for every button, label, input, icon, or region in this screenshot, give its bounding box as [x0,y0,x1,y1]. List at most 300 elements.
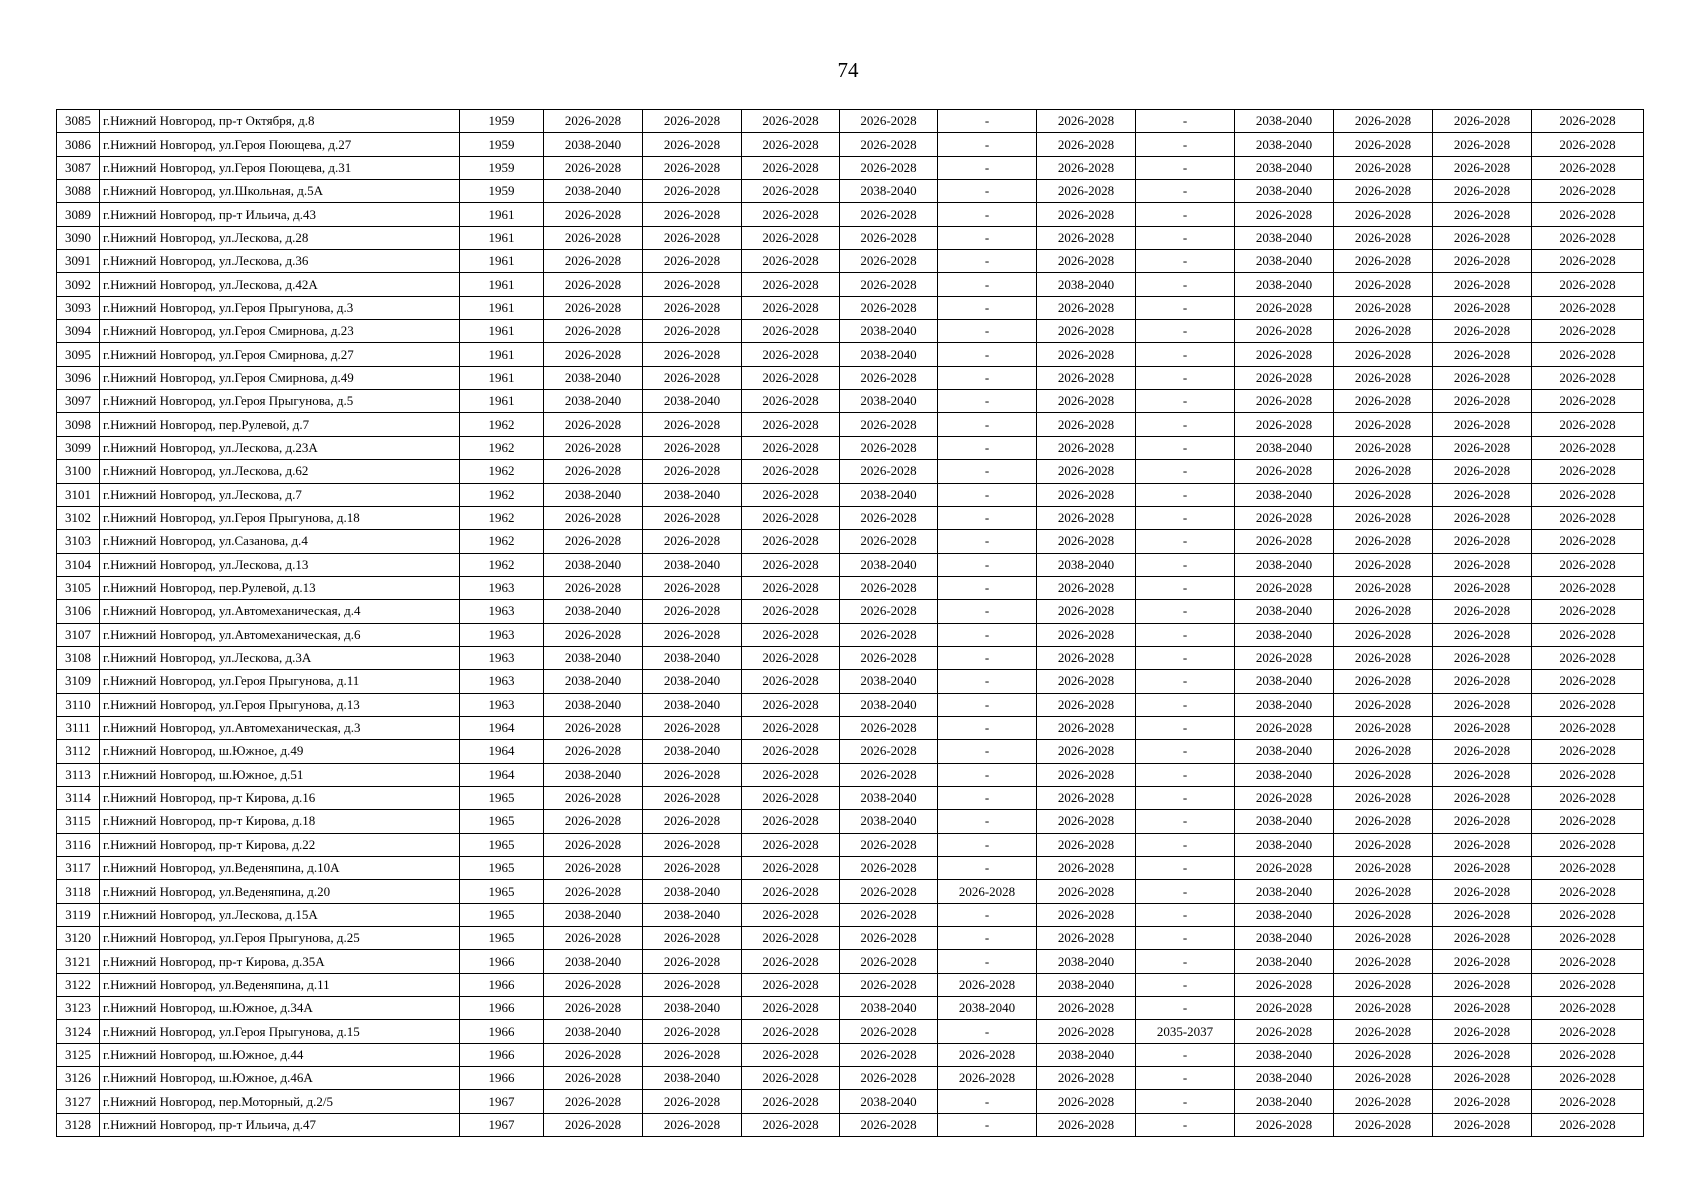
period-cell: 2026-2028 [1037,740,1136,763]
row-number-cell: 3096 [57,366,100,389]
period-cell: 2026-2028 [742,110,840,133]
row-number-cell: 3091 [57,250,100,273]
period-cell: - [938,296,1037,319]
period-cell: 2035-2037 [1136,1020,1235,1043]
row-number-cell: 3098 [57,413,100,436]
period-cell: 2026-2028 [742,1020,840,1043]
period-cell: 2026-2028 [544,810,643,833]
period-cell: 2026-2028 [1532,903,1644,926]
period-cell: 2026-2028 [938,973,1037,996]
period-cell: 2026-2028 [742,366,840,389]
year-cell: 1962 [460,483,544,506]
period-cell: 2026-2028 [643,973,742,996]
period-cell: 2026-2028 [544,413,643,436]
period-cell: 2026-2028 [1334,810,1433,833]
period-cell: 2026-2028 [742,1090,840,1113]
row-number-cell: 3105 [57,576,100,599]
year-cell: 1961 [460,343,544,366]
period-cell: 2026-2028 [1532,973,1644,996]
period-cell: 2026-2028 [643,810,742,833]
row-number-cell: 3121 [57,950,100,973]
period-cell: 2026-2028 [1037,390,1136,413]
address-cell: г.Нижний Новгород, ш.Южное, д.49 [100,740,460,763]
period-cell: 2026-2028 [544,156,643,179]
year-cell: 1962 [460,506,544,529]
period-cell: - [1136,1113,1235,1136]
period-cell: 2026-2028 [1334,366,1433,389]
period-cell: 2026-2028 [1433,763,1532,786]
period-cell: 2038-2040 [1235,623,1334,646]
period-cell: 2026-2028 [840,250,938,273]
address-cell: г.Нижний Новгород, ул.Лескова, д.13 [100,553,460,576]
period-cell: 2026-2028 [742,250,840,273]
year-cell: 1963 [460,576,544,599]
period-cell: 2026-2028 [544,833,643,856]
period-cell: 2026-2028 [1037,576,1136,599]
table-row [57,740,1644,763]
year-cell: 1965 [460,810,544,833]
table-row [57,413,1644,436]
period-cell: 2038-2040 [1235,1090,1334,1113]
period-cell: 2026-2028 [1532,623,1644,646]
period-cell: - [1136,740,1235,763]
period-cell: 2026-2028 [742,1067,840,1090]
period-cell: 2026-2028 [1334,320,1433,343]
period-cell: 2038-2040 [544,646,643,669]
period-cell: 2026-2028 [1235,997,1334,1020]
period-cell: 2026-2028 [1037,180,1136,203]
period-cell: 2026-2028 [1433,273,1532,296]
period-cell: - [1136,343,1235,366]
period-cell: 2026-2028 [742,857,840,880]
row-number-cell: 3086 [57,133,100,156]
period-cell: 2026-2028 [643,366,742,389]
period-cell: 2038-2040 [1235,133,1334,156]
period-cell: 2026-2028 [1532,296,1644,319]
period-cell: - [938,903,1037,926]
period-cell: 2026-2028 [742,413,840,436]
period-cell: 2026-2028 [1037,716,1136,739]
table-row [57,553,1644,576]
period-cell: 2026-2028 [1532,670,1644,693]
period-cell: - [938,600,1037,623]
period-cell: 2026-2028 [1235,343,1334,366]
address-cell: г.Нижний Новгород, ул.Героя Поющева, д.27 [100,133,460,156]
period-cell: 2026-2028 [544,1090,643,1113]
row-number-cell: 3100 [57,460,100,483]
period-cell: 2026-2028 [840,366,938,389]
period-cell: 2026-2028 [643,320,742,343]
row-number-cell: 3111 [57,716,100,739]
period-cell: - [1136,296,1235,319]
period-cell: 2026-2028 [840,716,938,739]
period-cell: 2026-2028 [742,600,840,623]
row-number-cell: 3090 [57,226,100,249]
period-cell: - [1136,156,1235,179]
period-cell: 2026-2028 [1334,903,1433,926]
period-cell: 2026-2028 [1037,927,1136,950]
period-cell: 2026-2028 [742,203,840,226]
period-cell: 2026-2028 [1532,110,1644,133]
period-cell: 2026-2028 [643,250,742,273]
period-cell: - [1136,833,1235,856]
period-cell: - [1136,997,1235,1020]
address-cell: г.Нижний Новгород, ул.Лескова, д.3А [100,646,460,669]
address-cell: г.Нижний Новгород, ул.Лескова, д.28 [100,226,460,249]
period-cell: 2026-2028 [1334,576,1433,599]
period-cell: - [1136,693,1235,716]
period-cell: 2026-2028 [1433,320,1532,343]
period-cell: - [1136,226,1235,249]
period-cell: 2026-2028 [544,576,643,599]
row-number-cell: 3093 [57,296,100,319]
period-cell: 2026-2028 [1532,436,1644,459]
period-cell: - [1136,670,1235,693]
period-cell: 2026-2028 [742,950,840,973]
period-cell: 2038-2040 [544,180,643,203]
period-cell: 2038-2040 [1235,156,1334,179]
period-cell: - [938,180,1037,203]
address-cell: г.Нижний Новгород, пр-т Ильича, д.43 [100,203,460,226]
table-row [57,763,1644,786]
row-number-cell: 3106 [57,600,100,623]
table-row [57,623,1644,646]
period-cell: 2026-2028 [544,296,643,319]
period-cell: 2026-2028 [1433,1113,1532,1136]
period-cell: 2026-2028 [742,180,840,203]
period-cell: 2026-2028 [544,973,643,996]
period-cell: - [938,576,1037,599]
address-cell: г.Нижний Новгород, ул.Героя Прыгунова, д.25 [100,927,460,950]
period-cell: - [1136,320,1235,343]
period-cell: 2026-2028 [643,110,742,133]
period-cell: 2026-2028 [643,600,742,623]
period-cell: 2026-2028 [840,740,938,763]
period-cell: 2026-2028 [1334,296,1433,319]
period-cell: 2026-2028 [544,1113,643,1136]
period-cell: 2026-2028 [742,506,840,529]
period-cell: - [938,483,1037,506]
year-cell: 1966 [460,973,544,996]
period-cell: - [938,1090,1037,1113]
row-number-cell: 3112 [57,740,100,763]
period-cell: - [1136,460,1235,483]
period-cell: 2026-2028 [544,226,643,249]
period-cell: - [1136,436,1235,459]
period-cell: - [938,670,1037,693]
address-cell: г.Нижний Новгород, ул.Героя Прыгунова, д.11 [100,670,460,693]
period-cell: 2026-2028 [1334,436,1433,459]
period-cell: 2026-2028 [1037,506,1136,529]
period-cell: 2038-2040 [1235,250,1334,273]
period-cell: 2026-2028 [840,1043,938,1066]
period-cell: 2026-2028 [1037,320,1136,343]
period-cell: - [1136,810,1235,833]
year-cell: 1963 [460,670,544,693]
address-cell: г.Нижний Новгород, пер.Рулевой, д.7 [100,413,460,436]
period-cell: 2026-2028 [1235,296,1334,319]
table-row [57,810,1644,833]
year-cell: 1961 [460,273,544,296]
year-cell: 1966 [460,1043,544,1066]
year-cell: 1967 [460,1090,544,1113]
period-cell: 2026-2028 [643,623,742,646]
period-cell: 2026-2028 [544,1067,643,1090]
table-row [57,927,1644,950]
period-cell: 2026-2028 [1334,506,1433,529]
period-cell: 2026-2028 [1532,740,1644,763]
year-cell: 1966 [460,950,544,973]
period-cell: - [938,950,1037,973]
row-number-cell: 3122 [57,973,100,996]
period-cell: - [938,553,1037,576]
period-cell: 2026-2028 [1433,366,1532,389]
period-cell: - [938,133,1037,156]
period-cell: 2026-2028 [1334,203,1433,226]
row-number-cell: 3087 [57,156,100,179]
period-cell: 2038-2040 [1235,553,1334,576]
period-cell: 2026-2028 [1532,506,1644,529]
period-cell: - [1136,600,1235,623]
period-cell: 2026-2028 [1334,413,1433,436]
row-number-cell: 3110 [57,693,100,716]
period-cell: 2026-2028 [1037,156,1136,179]
period-cell: 2026-2028 [742,693,840,716]
period-cell: 2026-2028 [1334,250,1433,273]
period-cell: 2026-2028 [544,460,643,483]
period-cell: 2038-2040 [544,133,643,156]
year-cell: 1961 [460,366,544,389]
period-cell: 2026-2028 [1433,133,1532,156]
period-cell: 2026-2028 [1037,203,1136,226]
period-cell: 2038-2040 [938,997,1037,1020]
period-cell: 2026-2028 [1532,997,1644,1020]
period-cell: 2026-2028 [742,740,840,763]
period-cell: 2038-2040 [840,810,938,833]
address-cell: г.Нижний Новгород, ул.Автомеханическая, д.6 [100,623,460,646]
period-cell: 2026-2028 [1334,133,1433,156]
period-cell: 2038-2040 [1235,810,1334,833]
period-cell: 2026-2028 [1235,413,1334,436]
year-cell: 1965 [460,880,544,903]
period-cell: 2026-2028 [1532,1113,1644,1136]
period-cell: 2038-2040 [840,670,938,693]
period-cell: 2038-2040 [1235,1043,1334,1066]
period-cell: 2026-2028 [1334,880,1433,903]
row-number-cell: 3104 [57,553,100,576]
period-cell: 2026-2028 [643,833,742,856]
address-cell: г.Нижний Новгород, ул.Сазанова, д.4 [100,530,460,553]
period-cell: 2026-2028 [1433,250,1532,273]
period-cell: 2026-2028 [1532,693,1644,716]
address-cell: г.Нижний Новгород, ул.Лескова, д.15А [100,903,460,926]
table-row [57,320,1644,343]
address-cell: г.Нижний Новгород, ул.Героя Смирнова, д.49 [100,366,460,389]
period-cell: 2026-2028 [544,273,643,296]
period-cell: - [1136,903,1235,926]
period-cell: 2026-2028 [1532,1020,1644,1043]
period-cell: - [938,833,1037,856]
period-cell: 2026-2028 [1334,390,1433,413]
table-row [57,436,1644,459]
year-cell: 1961 [460,203,544,226]
period-cell: 2026-2028 [1433,553,1532,576]
period-cell: 2038-2040 [1235,226,1334,249]
period-cell: - [938,460,1037,483]
period-cell: 2038-2040 [1235,273,1334,296]
period-cell: - [938,927,1037,950]
year-cell: 1963 [460,646,544,669]
period-cell: 2026-2028 [1532,833,1644,856]
period-cell: 2026-2028 [1334,973,1433,996]
period-cell: 2026-2028 [1334,670,1433,693]
table-row [57,1043,1644,1066]
period-cell: 2026-2028 [1037,1090,1136,1113]
period-cell: 2026-2028 [1433,973,1532,996]
period-cell: - [938,366,1037,389]
period-cell: 2026-2028 [643,203,742,226]
period-cell: 2026-2028 [1532,203,1644,226]
period-cell: 2026-2028 [1334,997,1433,1020]
period-cell: - [938,763,1037,786]
period-cell: 2026-2028 [1433,203,1532,226]
period-cell: 2026-2028 [1433,880,1532,903]
period-cell: 2026-2028 [742,436,840,459]
period-cell: 2026-2028 [1433,810,1532,833]
row-number-cell: 3120 [57,927,100,950]
period-cell: - [1136,483,1235,506]
period-cell: 2026-2028 [1334,763,1433,786]
address-cell: г.Нижний Новгород, ул.Героя Поющева, д.31 [100,156,460,179]
year-cell: 1959 [460,180,544,203]
period-cell: 2026-2028 [1235,973,1334,996]
period-cell: 2026-2028 [1037,880,1136,903]
period-cell: - [938,390,1037,413]
year-cell: 1966 [460,1020,544,1043]
address-cell: г.Нижний Новгород, ул.Лескова, д.42А [100,273,460,296]
period-cell: 2038-2040 [840,390,938,413]
period-cell: 2026-2028 [1235,857,1334,880]
period-cell: 2026-2028 [840,273,938,296]
period-cell: 2038-2040 [643,740,742,763]
period-cell: 2026-2028 [1433,1067,1532,1090]
period-cell: 2026-2028 [1235,460,1334,483]
period-cell: 2026-2028 [840,530,938,553]
address-cell: г.Нижний Новгород, ул.Героя Прыгунова, д.18 [100,506,460,529]
period-cell: 2038-2040 [643,693,742,716]
table-row [57,156,1644,179]
period-cell: 2026-2028 [643,716,742,739]
period-cell: 2026-2028 [1433,740,1532,763]
period-cell: 2026-2028 [742,553,840,576]
period-cell: - [1136,180,1235,203]
period-cell: 2026-2028 [1334,1113,1433,1136]
period-cell: - [1136,553,1235,576]
period-cell: 2026-2028 [544,740,643,763]
period-cell: 2026-2028 [544,716,643,739]
period-cell: - [1136,390,1235,413]
period-cell: - [938,857,1037,880]
year-cell: 1961 [460,320,544,343]
year-cell: 1964 [460,716,544,739]
period-cell: 2026-2028 [1334,833,1433,856]
period-cell: 2026-2028 [643,156,742,179]
period-cell: 2026-2028 [544,506,643,529]
row-number-cell: 3115 [57,810,100,833]
period-cell: 2026-2028 [1433,226,1532,249]
period-cell: 2026-2028 [742,973,840,996]
period-cell: 2026-2028 [1334,1043,1433,1066]
period-cell: 2026-2028 [1532,600,1644,623]
table-row [57,857,1644,880]
period-cell: 2026-2028 [840,296,938,319]
period-cell: 2038-2040 [1235,693,1334,716]
row-number-cell: 3107 [57,623,100,646]
period-cell: 2038-2040 [840,786,938,809]
period-cell: 2026-2028 [643,1043,742,1066]
period-cell: - [1136,623,1235,646]
period-cell: 2026-2028 [1037,857,1136,880]
period-cell: 2026-2028 [643,226,742,249]
period-cell: 2038-2040 [1235,950,1334,973]
table-row [57,786,1644,809]
period-cell: 2026-2028 [1433,180,1532,203]
address-cell: г.Нижний Новгород, пр-т Кирова, д.16 [100,786,460,809]
year-cell: 1962 [460,530,544,553]
address-cell: г.Нижний Новгород, пр-т Ильича, д.47 [100,1113,460,1136]
year-cell: 1959 [460,133,544,156]
period-cell: 2038-2040 [840,320,938,343]
period-cell: 2026-2028 [840,763,938,786]
table-row [57,273,1644,296]
period-cell: 2026-2028 [1433,670,1532,693]
period-cell: 2026-2028 [1037,460,1136,483]
period-cell: 2026-2028 [1334,786,1433,809]
address-cell: г.Нижний Новгород, ул.Школьная, д.5А [100,180,460,203]
year-cell: 1965 [460,903,544,926]
period-cell: 2038-2040 [840,1090,938,1113]
period-cell: - [1136,250,1235,273]
table-row [57,646,1644,669]
period-cell: - [1136,880,1235,903]
table-row [57,250,1644,273]
table-row [57,1067,1644,1090]
table-row [57,483,1644,506]
row-number-cell: 3089 [57,203,100,226]
period-cell: 2026-2028 [1433,530,1532,553]
period-cell: 2026-2028 [1433,693,1532,716]
period-cell: 2026-2028 [742,320,840,343]
period-cell: 2026-2028 [1532,250,1644,273]
address-cell: г.Нижний Новгород, ул.Героя Прыгунова, д.3 [100,296,460,319]
year-cell: 1961 [460,226,544,249]
period-cell: 2026-2028 [1334,483,1433,506]
period-cell: 2026-2028 [1433,343,1532,366]
period-cell: - [1136,576,1235,599]
period-cell: 2026-2028 [1334,716,1433,739]
period-cell: - [1136,973,1235,996]
period-cell: - [1136,530,1235,553]
table-row [57,600,1644,623]
period-cell: 2026-2028 [1532,530,1644,553]
row-number-cell: 3103 [57,530,100,553]
period-cell: 2026-2028 [643,530,742,553]
period-cell: 2038-2040 [840,693,938,716]
period-cell: 2026-2028 [1532,343,1644,366]
period-cell: 2038-2040 [1235,483,1334,506]
row-number-cell: 3088 [57,180,100,203]
period-cell: 2038-2040 [544,366,643,389]
